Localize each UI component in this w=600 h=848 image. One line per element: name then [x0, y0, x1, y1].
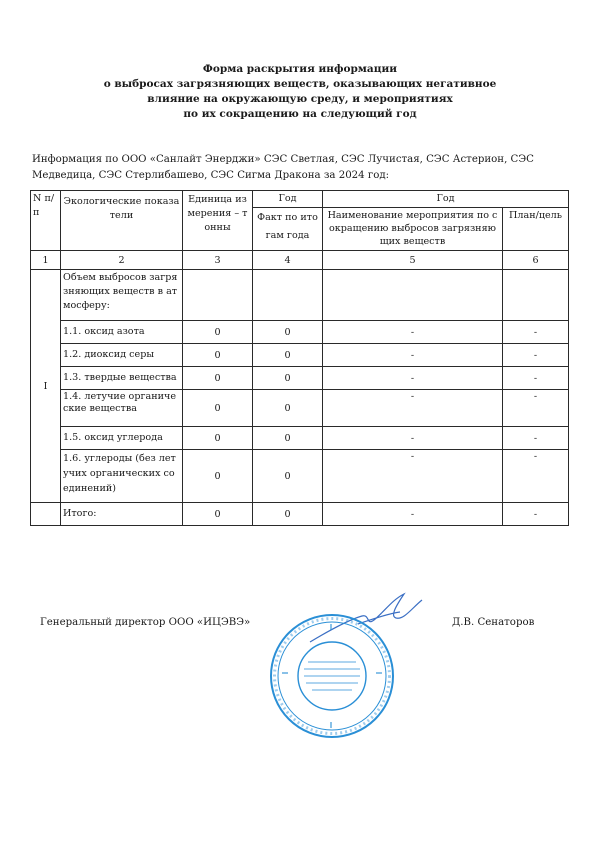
row-measure: - — [323, 321, 503, 344]
table-row — [31, 390, 569, 427]
header-unit: Единица измерения – тонны — [183, 191, 253, 251]
total-fact: 0 — [253, 503, 323, 526]
header-plan: План/цель — [503, 208, 569, 251]
group-number: I — [31, 270, 61, 503]
title-line-3: влияние на окружающую среду, и мероприятиях — [147, 93, 453, 105]
row-fact: 0 — [253, 390, 323, 427]
row-plan: - — [503, 427, 569, 450]
row-unit: 0 — [183, 344, 253, 367]
row-fact: 0 — [253, 344, 323, 367]
signatory-position: Генеральный директор ООО «ИЦЭВЭ» — [40, 617, 251, 628]
row-fact: 0 — [253, 367, 323, 390]
row-name: 1.2. диоксид серы — [61, 344, 183, 367]
row-unit: 0 — [183, 321, 253, 344]
table-row — [31, 450, 569, 503]
total-row — [31, 503, 569, 526]
row-fact: 0 — [253, 427, 323, 450]
total-label: Итого: — [61, 503, 183, 526]
row-name: 1.1. оксид азота — [61, 321, 183, 344]
group-title-row — [31, 270, 569, 321]
row-fact: 0 — [253, 321, 323, 344]
row-measure: - — [323, 450, 503, 503]
header-measure-name: Наименование мероприятия по сокращению выбросов загрязняющих веществ — [323, 208, 503, 251]
col-number: 3 — [183, 251, 253, 270]
table-row — [31, 321, 569, 344]
header-row-1 — [31, 191, 569, 208]
row-plan: - — [503, 450, 569, 503]
col-number: 4 — [253, 251, 323, 270]
row-measure: - — [323, 390, 503, 427]
row-fact: 0 — [253, 450, 323, 503]
signatory-name: Д.В. Сенаторов — [452, 617, 535, 628]
row-name: 1.4. летучие органические вещества — [61, 390, 183, 427]
title-line-4: по их сокращению на следующий год — [183, 108, 417, 120]
row-unit: 0 — [183, 390, 253, 427]
row-name: 1.3. твердые вещества — [61, 367, 183, 390]
row-measure: - — [323, 344, 503, 367]
row-plan: - — [503, 390, 569, 427]
column-numbers-row — [31, 251, 569, 270]
emissions-table — [30, 190, 569, 526]
row-plan: - — [503, 321, 569, 344]
row-name: 1.5. оксид углерода — [61, 427, 183, 450]
col-number: 6 — [503, 251, 569, 270]
title-line-2: о выбросах загрязняющих веществ, оказывающих негативное — [103, 78, 497, 90]
row-name: 1.6. углероды (без летучих органических соединений) — [61, 450, 183, 503]
row-plan: - — [503, 367, 569, 390]
header-fact: Факт по итогам года — [253, 208, 323, 251]
total-measure: - — [323, 503, 503, 526]
intro-text: Информация по ООО «Санлайт Энерджи» СЭС Светлая, СЭС Лучистая, СЭС Астерион, СЭС Медведица, СЭС Стерлибашево, СЭС Сигма Дракона за 2024 год: — [32, 154, 534, 181]
col-number: 5 — [323, 251, 503, 270]
row-unit: 0 — [183, 450, 253, 503]
group-title: Объем выбросов загрязняющих веществ в атмосферу: — [61, 270, 183, 321]
row-measure: - — [323, 367, 503, 390]
title-line-1: Форма раскрытия информации — [202, 63, 398, 75]
row-plan: - — [503, 344, 569, 367]
header-indicators: Экологические показатели — [61, 191, 183, 251]
row-unit: 0 — [183, 427, 253, 450]
col-number: 2 — [61, 251, 183, 270]
total-unit: 0 — [183, 503, 253, 526]
total-plan: - — [503, 503, 569, 526]
header-year-group: Год — [323, 191, 569, 208]
header-num: N п/п — [31, 191, 61, 251]
header-year: Год — [253, 191, 323, 208]
document-title — [0, 62, 600, 122]
table-row — [31, 344, 569, 367]
table-row — [31, 367, 569, 390]
row-unit: 0 — [183, 367, 253, 390]
table-row — [31, 427, 569, 450]
company-seal — [268, 612, 396, 740]
row-measure: - — [323, 427, 503, 450]
col-number: 1 — [31, 251, 61, 270]
